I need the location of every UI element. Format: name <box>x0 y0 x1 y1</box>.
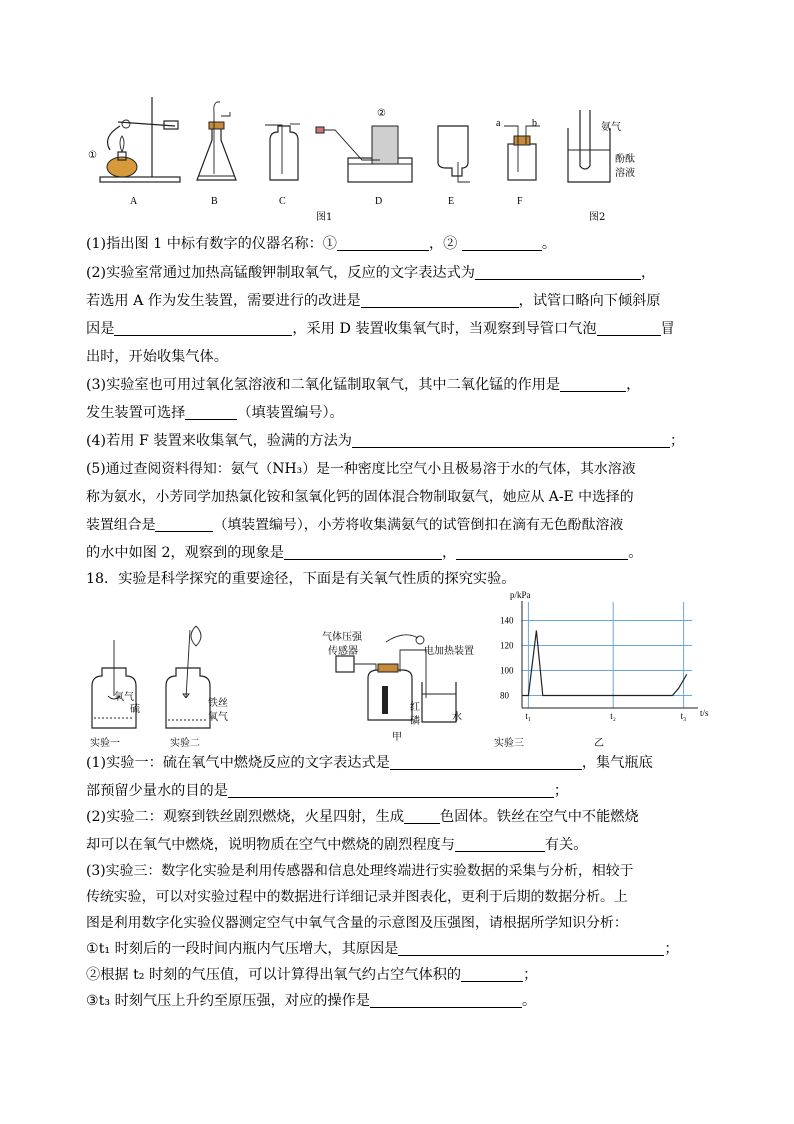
apparatus-d <box>316 126 412 182</box>
blank-13[interactable] <box>390 754 582 770</box>
chart-ylabel: p/kPa <box>510 590 531 600</box>
q17-line-10: 称为氨水，小芳同学加热氯化铵和氢氧化钙的固体混合物制取氨气，她应从 A-E 中选择的 <box>86 489 634 505</box>
q18-line-6: 传统实验，可以对实验过程中的数据进行详细记录并图表化，更利于后期的数据分析。上 <box>86 889 628 905</box>
red-p-label-1: 红 <box>410 702 420 713</box>
q17-line-11: 装置组合是 （填装置编号），小芳将收集满氨气的试管倒扣在滴有无色酚酞溶液 <box>86 517 624 533</box>
q17-line-3: 若选用 A 作为发生装置，需要进行的改进是 ，试管口略向下倾斜原 <box>86 293 661 309</box>
q18-line-3: (2)实验二：观察到铁丝剧烈燃烧，火星四射，生成 色固体。铁丝在空气中不能燃烧 <box>86 809 639 825</box>
chart-ytick-label: 120 <box>500 640 514 651</box>
q18-line-4: 却可以在氧气中燃烧，说明物质在空气中燃烧的剧烈程度与 有关。 <box>86 837 588 853</box>
fig2-ammonia-label: 氨气 <box>601 122 621 133</box>
blank-2[interactable] <box>462 235 542 251</box>
blank-4[interactable] <box>361 292 519 308</box>
exp2-iron-label: 铁丝 <box>208 698 228 709</box>
blank-8[interactable] <box>185 404 237 420</box>
label-a: A <box>130 196 138 207</box>
chart-xtick-label: t₃ <box>680 711 687 721</box>
blank-12[interactable] <box>456 544 628 560</box>
mark-2: ② <box>377 108 386 119</box>
fig2-solution-label: 溶液 <box>615 168 635 179</box>
blank-11[interactable] <box>284 544 442 560</box>
chart-ytick-label: 140 <box>500 615 514 626</box>
q18-line-1: (1)实验一：硫在氧气中燃烧反应的文字表达式是 ，集气瓶底 <box>86 755 653 771</box>
apparatus-b <box>197 102 236 180</box>
q18-line-5: (3)实验三：数字化实验是利用传感器和信息处理终端进行实验数据的采集与分析，相较于 <box>86 863 634 879</box>
blank-10[interactable] <box>155 516 213 532</box>
q18-line-10: ③t₃ 时刻气压上升约至原压强，对应的操作是 。 <box>86 993 537 1009</box>
chart-ytick-label: 80 <box>500 690 509 701</box>
blank-18[interactable] <box>461 966 523 982</box>
q17-line-8: (4)若用 F 装置来收集氧气，验满的方法为 ； <box>86 433 685 449</box>
exp1-caption: 实验一 <box>90 738 120 749</box>
q17-line-1: (1)指出图 1 中标有数字的仪器名称：① ，② 。 <box>86 236 557 252</box>
caption-fig2: 图2 <box>589 212 606 223</box>
blank-1[interactable] <box>337 235 429 251</box>
blank-19[interactable] <box>370 992 522 1008</box>
label-f: F <box>517 196 523 207</box>
apparatus-f <box>504 126 540 180</box>
apparatus-e <box>438 126 470 182</box>
blank-9[interactable] <box>352 432 670 448</box>
sensor-label-2: 传感器 <box>328 646 358 657</box>
apparatus-drawing <box>80 92 640 222</box>
port-a: a <box>496 118 501 129</box>
pressure-series-line <box>522 631 687 696</box>
yi-caption: 乙 <box>594 738 604 749</box>
q17-line-6: (3)实验室也可用过氧化氢溶液和二氧化锰制取氧气，其中二氧化锰的作用是 ， <box>86 377 641 393</box>
water-label: 水 <box>452 712 462 723</box>
blank-15[interactable] <box>404 808 440 824</box>
blank-5[interactable] <box>114 320 292 336</box>
label-e: E <box>448 196 455 207</box>
chart-ytick-label: 100 <box>500 665 514 676</box>
blank-3[interactable] <box>475 264 641 280</box>
heater-label: 电加热装置 <box>424 646 474 657</box>
jia-caption: 甲 <box>392 732 402 743</box>
experiment-2-bottle <box>166 626 210 728</box>
q17-line-2: (2)实验室常通过加热高锰酸钾制取氧气，反应的文字表达式为 ， <box>86 265 656 281</box>
blank-14[interactable] <box>228 782 554 798</box>
experiment-drawing <box>86 590 486 750</box>
exp1-oxygen-label: 氧气 <box>114 692 134 703</box>
fig2-phenol-label: 酚酞 <box>615 154 635 165</box>
label-d: D <box>375 196 383 207</box>
pressure-chart <box>486 590 716 730</box>
blank-6[interactable] <box>597 320 661 336</box>
figure-q18-experiments <box>86 590 726 750</box>
blank-7[interactable] <box>560 376 626 392</box>
q17-line-9: (5)通过查阅资料得知：氨气（NH₃）是一种密度比空气小且极易溶于水的气体，其水溶液 <box>86 461 636 477</box>
q18-line-7: 图是利用数字化实验仪器测定空气中氧气含量的示意图及压强图，请根据所学知识分析： <box>86 915 628 931</box>
q17-line-4: 因是 ，采用 D 装置收集氧气时，当观察到导管口气泡 冒 <box>86 321 675 337</box>
q18-line-2: 部预留少量水的目的是 ； <box>86 783 569 799</box>
exp2-caption: 实验二 <box>170 738 200 749</box>
exp2-oxygen-label: 氧气 <box>208 712 228 723</box>
exp3-caption: 实验三 <box>494 738 524 749</box>
chart-xtick-label: t₁ <box>525 711 532 721</box>
label-c: C <box>279 196 286 207</box>
q18-line-9: ②根据 t₂ 时刻的气压值，可以计算得出氧气约占空气体积的 ； <box>86 967 538 983</box>
figure-1-apparatus <box>80 92 640 222</box>
chart-xtick-label: t₂ <box>610 711 616 721</box>
chart-xlabel: t/s <box>700 708 709 718</box>
caption-fig1: 图1 <box>316 212 333 223</box>
blank-16[interactable] <box>455 836 545 852</box>
label-b: B <box>211 196 218 207</box>
q17-line-12: 的水中如图 2，观察到的现象是 ， 。 <box>86 545 643 561</box>
q17-line-5: 出时，开始收集气体。 <box>86 349 228 365</box>
mark-1: ① <box>88 150 97 161</box>
q17-line-7: 发生装置可选择 （填装置编号）。 <box>86 405 344 421</box>
port-b: b <box>532 118 537 129</box>
red-p-label-2: 磷 <box>410 716 420 727</box>
blank-17[interactable] <box>398 940 664 956</box>
apparatus-a <box>100 97 180 182</box>
apparatus-c <box>265 124 300 180</box>
exp1-sulfur-label: 硫 <box>130 704 140 715</box>
q18-title: 18．实验是科学探究的重要途径，下面是有关氧气性质的探究实验。 <box>86 571 516 587</box>
q18-line-8: ①t₁ 时刻后的一段时间内瓶内气压增大，其原因是 ； <box>86 941 679 957</box>
sensor-label-1: 气体压强 <box>322 632 362 643</box>
